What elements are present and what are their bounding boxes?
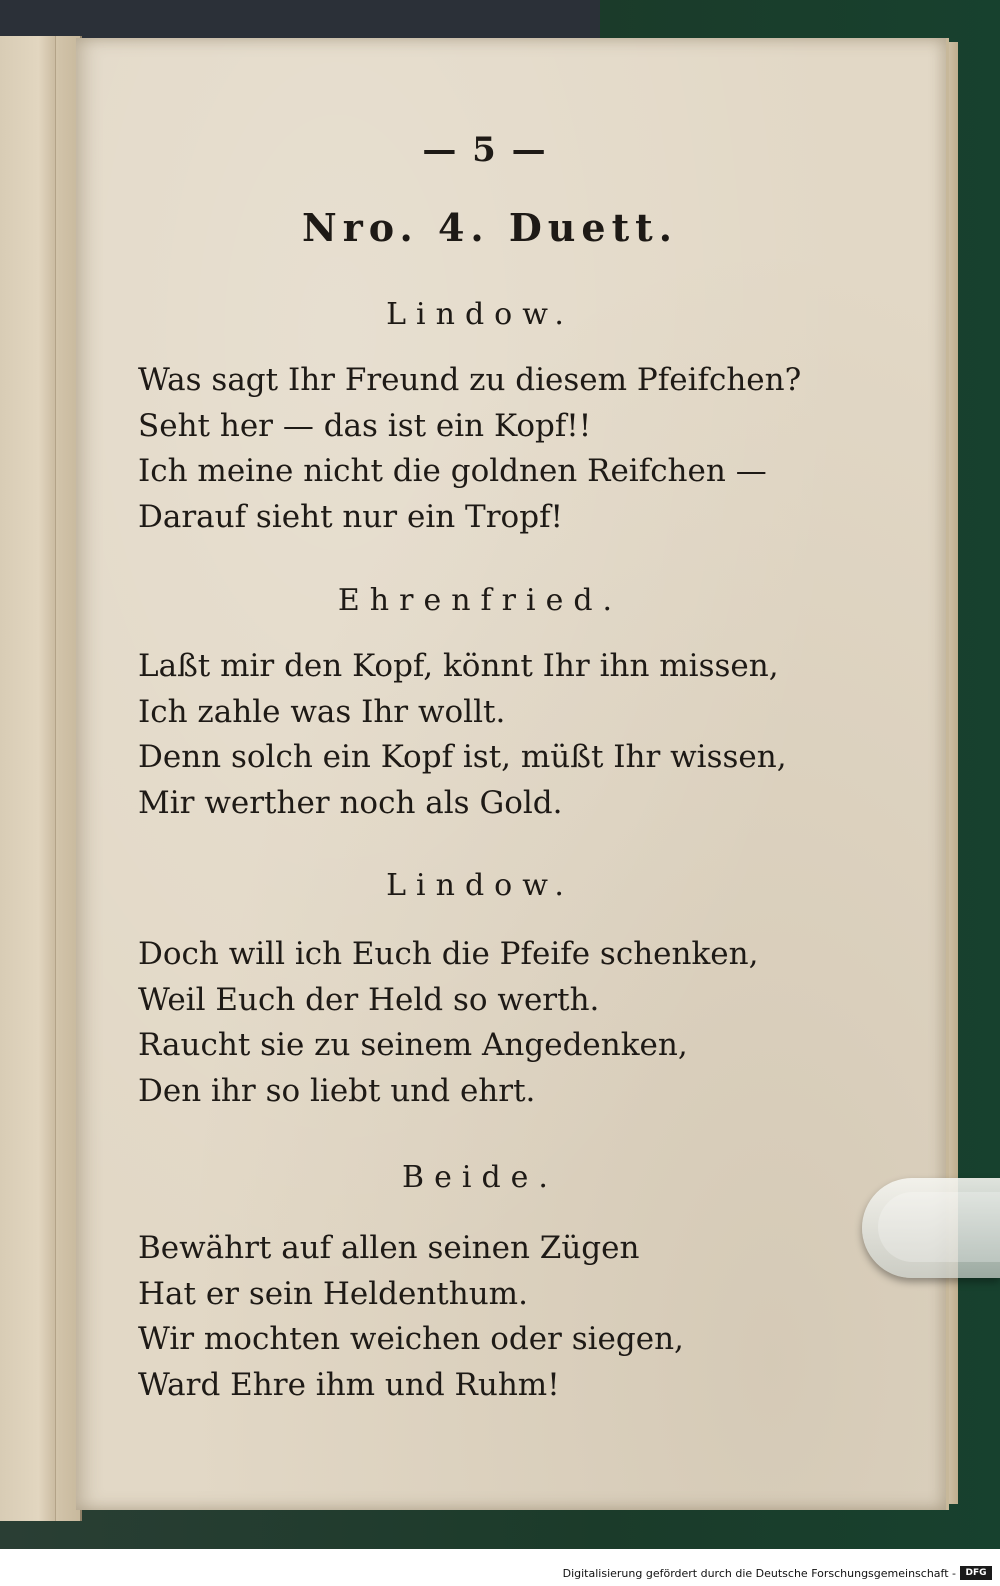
previous-page-margin — [0, 36, 56, 1521]
stanza — [138, 644, 838, 826]
stanza — [138, 358, 838, 540]
speaker-name: Lindow. — [386, 297, 574, 332]
verse-line: Ich meine nicht die goldnen Reifchen — — [138, 453, 767, 489]
verse-line: Wir mochten weichen oder siegen, — [138, 1321, 684, 1357]
verse-line: Mir werther noch als Gold. — [138, 784, 563, 821]
stanza — [138, 932, 838, 1114]
verse-line: Hat er sein Heldenthum. — [138, 1275, 528, 1312]
verse-line: Darauf sieht nur ein Tropf! — [138, 498, 563, 535]
page-number: — 5 — — [422, 130, 548, 170]
verse-line: Ich zahle was Ihr wollt. — [138, 693, 506, 730]
speaker-name: Beide. — [402, 1160, 558, 1195]
verse-line: Laßt mir den Kopf, könnt Ihr ihn missen, — [138, 648, 779, 684]
dfg-logo-icon: DFG — [960, 1566, 992, 1580]
page-title: Nro. 4. Duett. — [302, 205, 678, 250]
verse-line: Raucht sie zu seinem Angedenken, — [138, 1027, 688, 1063]
verse-line: Denn solch ein Kopf ist, müßt Ihr wissen, — [138, 739, 787, 775]
speaker-name: Lindow. — [386, 868, 574, 903]
verse-line: Den ihr so liebt und ehrt. — [138, 1072, 536, 1109]
verse-line: Was sagt Ihr Freund zu diesem Pfeifchen? — [138, 362, 802, 398]
scan-top-strip — [0, 0, 600, 40]
page-clip-highlight — [878, 1192, 1000, 1262]
footer-credit: Digitalisierung gefördert durch die Deutsche Forschungsgemeinschaft - — [562, 1567, 956, 1580]
stanza — [138, 1226, 838, 1408]
verse-line: Bewährt auf allen seinen Zügen — [138, 1230, 640, 1266]
speaker-name: Ehrenfried. — [337, 583, 623, 618]
verse-line: Ward Ehre ihm und Ruhm! — [138, 1366, 560, 1403]
verse-line: Weil Euch der Held so werth. — [138, 981, 600, 1018]
verse-line: Seht her — das ist ein Kopf!! — [138, 407, 592, 444]
verse-line: Doch will ich Euch die Pfeife schenken, — [138, 936, 759, 972]
